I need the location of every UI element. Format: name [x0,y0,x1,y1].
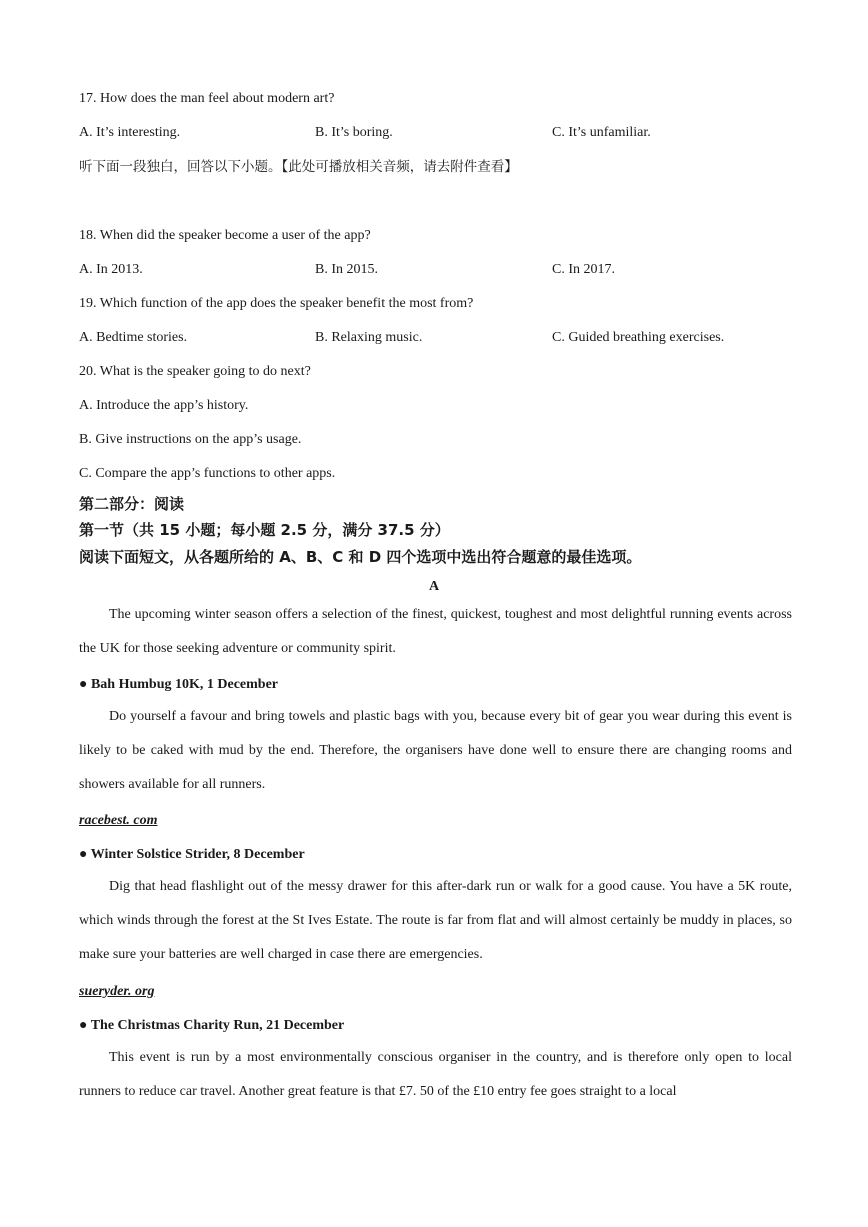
question-17: 17. How does the man feel about modern art? [79,91,335,106]
q17-option-c: C. It’s unfamiliar. [552,125,651,140]
passage-intro: The upcoming winter season offers a selection of the finest, quickest, toughest and most delightful running events across the UK for those seeking adventure or community spirit. [79,607,792,656]
q18-option-a: A. In 2013. [79,262,143,277]
event-3-title: ● The Christmas Charity Run, 21 December [79,1018,345,1033]
part2-title: 第二部分：阅读 [79,495,185,513]
monologue-intro: 听下面一段独白，回答以下小题。【此处可播放相关音频，请去附件查看】 [79,159,518,175]
q17-option-b: B. It’s boring. [315,125,393,140]
q18-option-c: C. In 2017. [552,262,615,277]
event-1-link[interactable]: racebest. com [79,813,158,828]
event-3-text: This event is run by a most environmentally conscious organiser in the country, and is therefore only open to local runners to reduce car travel. Another great feature is that £7. 50 of the £10 entry fee goes straight to a local [79,1050,792,1099]
question-20: 20. What is the speaker going to do next? [79,364,311,379]
q20-option-b: B. Give instructions on the app’s usage. [79,432,302,447]
q18-option-b: B. In 2015. [315,262,378,277]
event-1-title: ● Bah Humbug 10K, 1 December [79,677,279,692]
q19-option-b: B. Relaxing music. [315,330,423,345]
part2-instruction: 阅读下面短文，从各题所给的 A、B、C 和 D 四个选项中选出符合题意的最佳选项。 [79,548,642,566]
event-1-text: Do yourself a favour and bring towels and plastic bags with you, because every bit of gear you wear during this event is likely to be caked with mud by the end. Therefore, the organisers have done well to ensure there are changing rooms and showers available for all runners. [79,709,792,792]
event-2-text: Dig that head flashlight out of the messy drawer for this after-dark run or walk for a good cause. You have a 5K route, which winds through the forest at the St Ives Estate. The route is far from flat and will almost certainly be muddy in places, so make sure your batteries are well charged in case there are emergencies. [79,879,792,962]
q20-option-c: C. Compare the app’s functions to other apps. [79,466,336,481]
part2-section: 第一节（共 15 小题；每小题 2.5 分，满分 37.5 分） [79,521,450,539]
q19-option-a: A. Bedtime stories. [79,330,188,345]
q20-option-a: A. Introduce the app’s history. [79,398,249,413]
q17-option-a: A. It’s interesting. [79,125,181,140]
event-2-link[interactable]: sueryder. org [79,984,155,999]
question-19: 19. Which function of the app does the speaker benefit the most from? [79,296,474,311]
event-2-title: ● Winter Solstice Strider, 8 December [79,847,305,862]
passage-label: A [428,579,440,594]
question-18: 18. When did the speaker become a user of the app? [79,228,371,243]
q19-option-c: C. Guided breathing exercises. [552,330,725,345]
